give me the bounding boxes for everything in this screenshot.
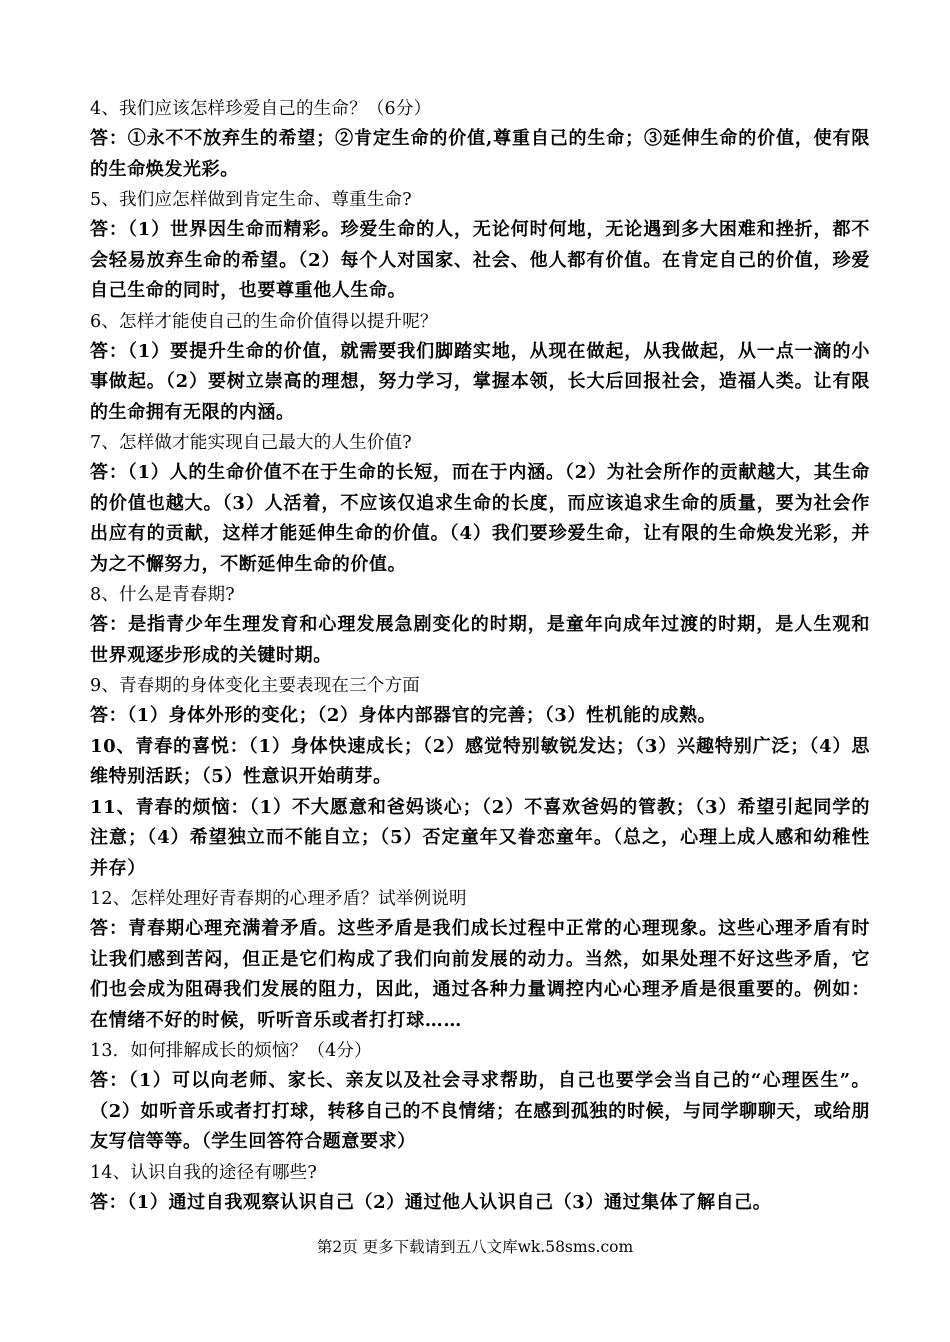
qa-item-7 xyxy=(90,428,870,580)
qa-item-14 xyxy=(90,1158,870,1219)
answer-13: 答：（1）可以向老师、家长、亲友以及社会寻求帮助，自己也要学会当自己的“心理医生”。（2）如听音乐或者打打球，转移自己的不良情绪；在感到孤独的时候，与同学聊聊天，或给朋友写信等等。（学生回答符合题意要求） xyxy=(90,1070,870,1152)
qa-item-5 xyxy=(90,185,870,307)
answer-10: 10、青春的喜悦：（1）身体快速成长；（2）感觉特别敏锐发达；（3）兴趣特别广泛；（4）思维特别活跃；（5）性意识开始萌芽。 xyxy=(90,735,870,787)
qa-item-13 xyxy=(90,1036,870,1158)
qa-item-12 xyxy=(90,884,870,1036)
qa-item-6 xyxy=(90,307,870,429)
answer-4: 答：①永不不放弃生的希望；②肯定生命的价值,尊重自己的生命；③延伸生命的价值，使有限的生命焕发光彩。 xyxy=(90,128,870,180)
question-7: 7、怎样做才能实现自己最大的人生价值? xyxy=(90,433,412,453)
question-14: 14、认识自我的途径有哪些? xyxy=(90,1162,317,1183)
question-6: 6、怎样才能使自己的生命价值得以提升呢？ xyxy=(90,311,438,332)
answer-9: 答：（1）身体外形的变化；（2）身体内部器官的完善；（3）性机能的成熟。 xyxy=(90,705,717,726)
question-5: 5、我们应怎样做到肯定生命、尊重生命? xyxy=(90,190,412,210)
answer-7: 答：（1）人的生命价值不在于生命的长短，而在于内涵。（2）为社会所作的贡献越大，其生命的价值也越大。（3）人活着，不应该仅追求生命的长度，而应该追求生命的质量，要为社会作出应有的贡献，这样才能延伸生命的价值。（4）我们要珍爱生命，让有限的生命焕发光彩，并为之不懈努力，不断延伸生命的价值。 xyxy=(90,462,870,575)
document-body xyxy=(90,94,870,1218)
question-12: 12、怎样处理好青春期的心理矛盾？试举例说明 xyxy=(90,889,467,909)
question-8: 8、什么是青春期? xyxy=(90,585,235,605)
qa-item-9 xyxy=(90,671,870,732)
answer-11: 11、青春的烦恼：（1）不大愿意和爸妈谈心；（2）不喜欢爸妈的管教；（3）希望引起同学的注意；（4）希望独立而不能自立；（5）否定童年又眷恋童年。（总之，心理上成人感和幼稚性并存） xyxy=(90,796,870,879)
qa-item-8 xyxy=(90,580,870,671)
answer-14: 答：（1）通过自我观察认识自己（2）通过他人认识自己（3）通过集体了解自己。 xyxy=(90,1191,772,1213)
answer-6: 答：（1）要提升生命的价值，就需要我们脚踏实地，从现在做起，从我做起，从一点一滴的小事做起。（2）要树立崇高的理想，努力学习，掌握本领，长大后回报社会，造福人类。让有限的生命拥有无限的内涵。 xyxy=(90,340,870,423)
answer-8: 答：是指青少年生理发育和心理发展急剧变化的时期，是童年向成年过渡的时期，是人生观和世界观逐步形成的关键时期。 xyxy=(90,614,870,666)
question-4: 4、我们应该怎样珍爱自己的生命？（6分） xyxy=(90,99,432,119)
answer-5: 答：（1）世界因生命而精彩。珍爱生命的人，无论何时何地，无论遇到多大困难和挫折，都不会轻易放弃生命的希望。（2）每个人对国家、社会、他人都有价值。在肯定自己的价值，珍爱自己生命的同时，也要尊重他人生命。 xyxy=(90,219,870,301)
page-footer: 第2页 更多下载请到五八文库wk.58sms.com xyxy=(316,1238,634,1256)
answer-12: 答：青春期心理充满着矛盾。这些矛盾是我们成长过程中正常的心理现象。这些心理矛盾有时让我们感到苦闷，但正是它们构成了我们向前发展的动力。当然，如果处理不好这些矛盾，它们也会成为阻碍我们发展的阻力，因此，通过各种力量调控内心心理矛盾是很重要的。例如：在情绪不好的时候，听听音乐或者打打球…… xyxy=(90,918,870,1031)
qa-item-11 xyxy=(90,793,870,885)
qa-item-10 xyxy=(90,732,870,793)
question-13: 13．如何排解成长的烦恼？（4分） xyxy=(90,1041,372,1061)
question-9: 9、青春期的身体变化主要表现在三个方面 xyxy=(90,676,420,696)
qa-item-4 xyxy=(90,94,870,185)
